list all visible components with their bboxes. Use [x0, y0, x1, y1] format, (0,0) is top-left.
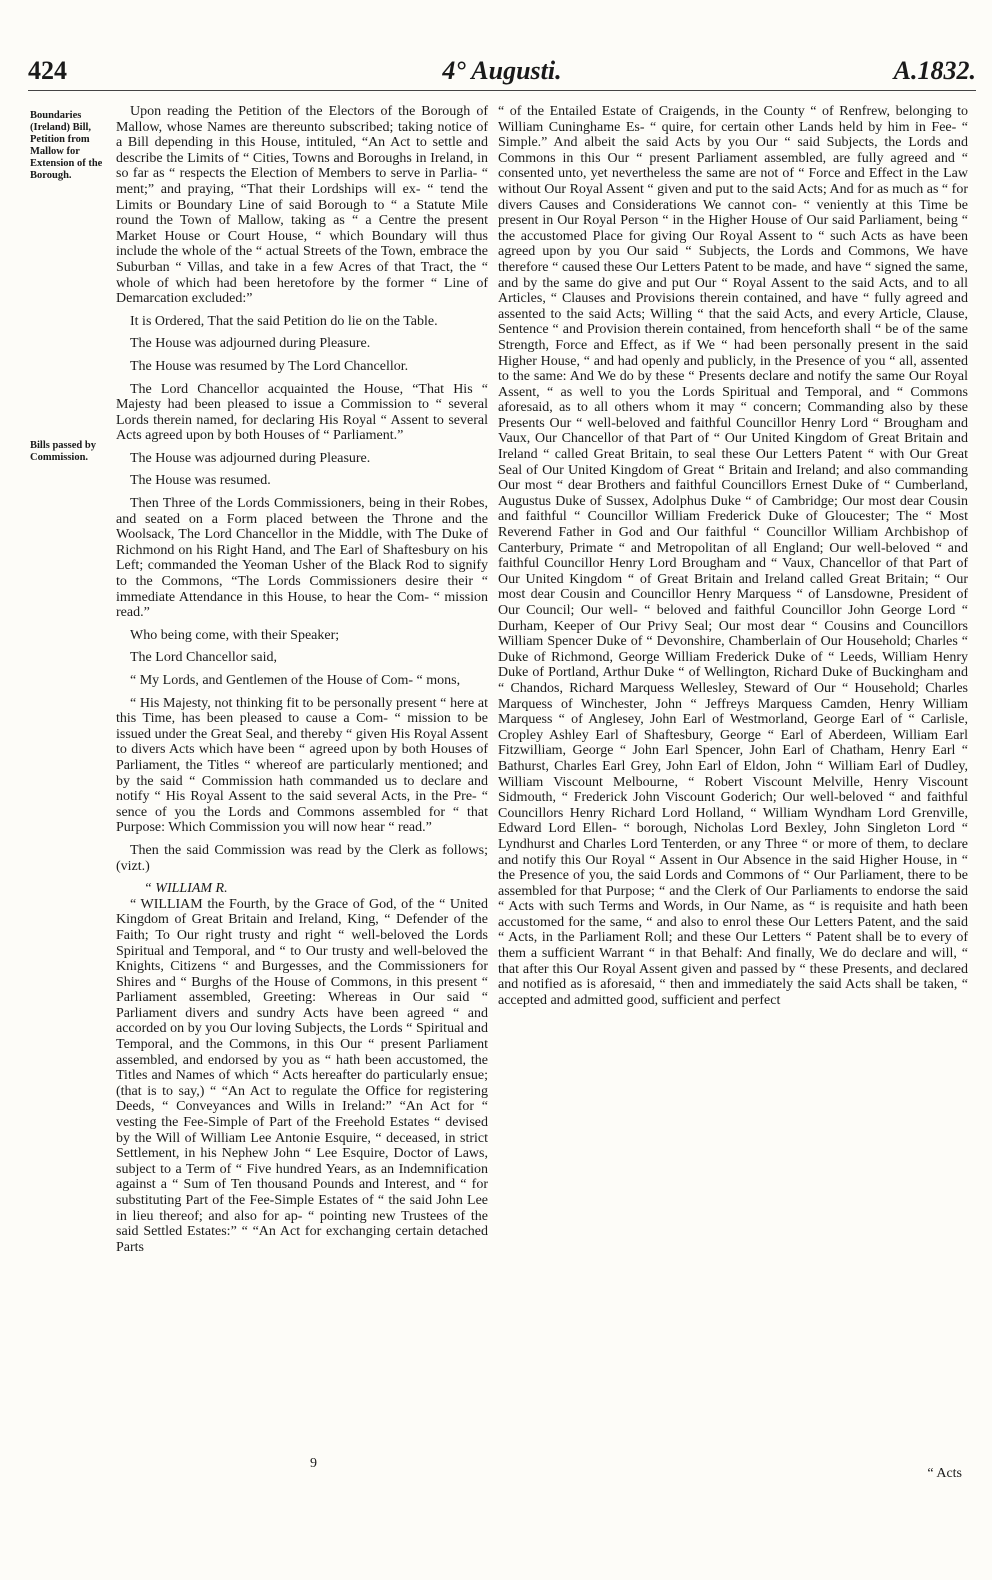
- margin-note-boundaries: Boundaries (Ireland) Bill, Petition from Mallow for Extension of the Borough.: [30, 110, 103, 181]
- margin-note-bills-passed: Bills passed by Commission.: [30, 440, 96, 463]
- page-number: 424: [28, 56, 67, 85]
- chancellor-said-paragraph: The Lord Chancellor said,: [130, 650, 277, 666]
- signature-mark: 9: [310, 1456, 317, 1471]
- commissioners-paragraph: Then Three of the Lords Commissioners, being in their Robes, and seated on a Form placed between the Throne and the Woolsack, The Lord Chancellor in the Middle, with The Duke of Richmond on his Right Hand, and The Earl of Shaftesbury on his Left; commanded the Yeoman Usher of the Black Rod to signify to the Commons, “The Lords Commissioners desire their “ immediate Attendance in this House, to hear the Com- “ mission read.”: [116, 496, 488, 621]
- chancellor-acquainted-paragraph: The Lord Chancellor acquainted the House, “That His “ Majesty had been pleased to issue a Commission to “ several Lords therein named, for declaring His Royal “ Assent to several Acts agreed upon by both Houses of “ Parliament.”: [116, 381, 488, 444]
- adjourned-paragraph: The House was adjourned during Pleasure.: [130, 336, 371, 352]
- majesty-paragraph: “ His Majesty, not thinking fit to be personally present “ here at this Time, has been pleased to cause a Com- “ mission to be issued under the Great Seal, and thereby “ given His Royal Assent to divers Acts which have been “ agreed upon by both Houses of Parliament, the Titles “ whereof are particularly mentioned; and by the said “ Commission hath commanded us to declare and notify “ His Royal Assent to the said several Acts, in the Pre- “ sence of you the Lords and Commons assembled for “ that Purpose: Which Commission you will now hear “ read.”: [116, 695, 488, 836]
- catchword: “ Acts: [927, 1466, 962, 1481]
- commission-read-paragraph: Then the said Commission was read by the Clerk as follows; (vizt.): [116, 842, 488, 874]
- ordered-paragraph: It is Ordered, That the said Petition do lie on the Table.: [130, 313, 438, 329]
- petition-paragraph: Upon reading the Petition of the Electors of the Borough of Mallow, whose Names are thereunto subscribed; taking notice of a Bill depending in this House, intituled, “An Act to settle and describe the Limits of “ Cities, Towns and Boroughs in Ireland, in so far as “ respects the Election of Members to serve in Parlia- “ ment;” and praying, “That their Lordships will ex- “ tend the Limits or Boundary Line of said Borough to “ a Statute Mile round the Town of Mallow, taking as “ a Centre the present Market House or Court House, “ which Boundary will thus include the whole of the “ actual Streets of the Town, embrace the Suburban “ Villas, and take in a few Acres of that Tract, the “ whole of which had been heretofore by the former “ Line of Demarcation excluded:”: [116, 104, 488, 307]
- page-year: A.1832.: [893, 56, 976, 85]
- page-date: 4° Augusti.: [442, 56, 562, 85]
- page-header: [28, 56, 976, 90]
- commission-text-paragraph: “ WILLIAM the Fourth, by the Grace of God, of the “ United Kingdom of Great Britain and Ireland, King, “ Defender of the Faith; To Our right trusty and right “ well-beloved the Lords Spiritual and Temporal, and “ to Our trusty and well-beloved the Knights, Citizens “ and Burgesses, and the Commissioners for Shires and “ Burghs of the House of Commons, in this present “ Parliament assembled, Greeting: Whereas in Our said “ Parliament divers and sundry Acts have been agreed “ and accorded on by you Our loving Subjects, the Lords “ Spiritual and Temporal, and the Commons, in this Our “ present Parliament assembled, and endorsed by you as “ hath been accustomed, the Titles and Names of which “ Acts hereafter do particularly ensue; (that is to say,) “ “An Act to regulate the Office for registering Deeds, “ Conveyances and Wills in Ireland:” “An Act for “ vesting the Fee-Simple of Part of the Freehold Estates “ devised by the Will of William Lee Antonie Esquire, “ deceased, in strict Settlement, in his Nephew John “ Lee Esquire, Doctor of Laws, subject to a Term of “ Five hundred Years, as an Indemnification against a “ Sum of Ten thousand Pounds and Interest, and “ for substituting Part of the Fee-Simple Estates of “ the said John Lee in lieu thereof; and also for ap- “ pointing new Trustees of the said Settled Estates:” “ “An Act for exchanging certain detached Parts: [116, 896, 488, 1255]
- speaker-paragraph: Who being come, with their Speaker;: [130, 627, 340, 643]
- commission-continuation-paragraph: “ of the Entailed Estate of Craigends, in the County “ of Renfrew, belonging to William Cuninghame Es- “ quire, for certain other Lands held by him in Fee- “ Simple.” And albeit the said Acts by you Our “ said Subjects, the Lords and Commons in this Our “ present Parliament assembled, are fully agreed and “ consented unto, yet nevertheless the same are not of “ Force and Effect in the Law without Our Royal Assent “ given and put to the said Acts; And for as much as “ for divers Causes and Considerations We cannot con- “ veniently at this Time be present in Our Royal Person “ in the Higher House of Our said Parliament, being “ the accustomed Place for giving Our Royal Assent to “ such Acts as have been agreed upon by you Our said “ Subjects, the Lords and Commons, We have therefore “ caused these Our Letters Patent to be made, and have “ signed the same, and by the same do give and put Our “ Royal Assent to the said Acts, and to all Articles, “ Clauses and Provisions therein contained, and have “ fully agreed and assented to the said Acts; Willing “ that the said Acts, and every Article, Clause, Sentence “ and Provision therein contained, from henceforth shall “ be of the same Strength, Force and Effect, as if We “ had been personally present in the said Higher House, “ and had openly and publicly, in the Presence of you “ all, assented to the same: And We do by these “ Presents declare and notify the same Our Royal Assent, “ as well to you the Lords Spiritual and Temporal, and “ Commons aforesaid, as to all others whom it may “ concern; Commanding also by these Presents Our “ well-beloved and faithful Councillor Henry Lord “ Brougham and Vaux, Our Chancellor of that Part of “ Our United Kingdom of Great Britain and Ireland “ called Great Britain, to seal these Our Letters Patent “ with Our Great Seal of Our United Kingdom of Great “ Britain and Ireland; and also commanding Our most “ dear Brothers and faithful Councillors Ernest Duke of “ Cumberland, Augustus Duke of Sussex, Adolphus Duke “ of Cambridge; Our most dear Cousin and faithful “ Councillor William Frederick Duke of Gloucester; The “ Most Reverend Father in God and Our faithful “ Councillor William Archbishop of Canterbury, Primate “ and Metropolitan of all England; Our well-beloved “ and faithful Councillor Henry Lord Brougham and “ Vaux, Chancellor of that Part of Our United Kingdom “ of Great Britain and Ireland called Great Britain; “ Our most dear Cousin and Councillor Henry Marquess “ of Lansdowne, President of Our Council; Our well- “ beloved and faithful Councillor John George Lord “ Durham, Keeper of Our Privy Seal; Our most dear “ Cousins and Councillors William Spencer Duke of “ Devonshire, Chamberlain of Our Household; Charles “ Duke of Richmond, George William Frederick Duke of “ Leeds, William Henry Duke of Portland, Arthur Duke “ of Wellington, Richard Duke of Buckingham and “ Chandos, Richard Marquess Wellesley, Steward of Our “ Household; Charles Marquess of Winchester, John “ Jeffreys Marquess Camden, Henry William Marquess “ of Anglesey, John Earl of Westmorland, George Earl of “ Carlisle, Cropley Ashley Earl of Shaftesbury, George “ Earl of Aberdeen, William Earl Fitzwilliam, George “ John Earl Spencer, John Earl of Chatham, Henry Earl “ Bathurst, Charles Earl Grey, John Earl of Eldon, John “ William Earl of Dudley, William Viscount Melbourne, “ Robert Viscount Melville, Henry Viscount Sidmouth, “ Frederick John Viscount Goderich; Our well-beloved “ and faithful Councillors Henry Richard Lord Holland, “ William Wyndham Lord Grenville, Edward Lord Ellen- “ borough, Nicholas Lord Bexley, John Singleton Lord “ Lyndhurst and Charles Lord Tenterden, or any Three “ or more of them, to declare and notify this Our Royal “ Assent in Our Absence in the said Higher House, in “ the Presence of you, the said Lords and Commons of “ Our Parliament, there to be assembled for that Purpose; “ and the Clerk of Our Parliaments to endorse the said “ Acts with such Terms and Words, in Our Name, as “ is requisite and hath been accustomed for the same, “ and also to enrol these Our Letters Patent, and the said “ Acts, in the Parliament Roll; and these Our Letters “ Patent shall be to every of them a sufficient Warrant “ in that Behalf: And finally, We do declare and will, “ that after this Our Royal Assent given and passed by “ these Presents, and declared and notified as is aforesaid, “ then and immediately the said Acts shall be taken, “ accepted and admitted good, sufficient and perfect: [498, 104, 968, 1008]
- resumed-paragraph: The House was resumed.: [130, 473, 271, 489]
- header-rule: [28, 90, 976, 91]
- left-column: [116, 104, 488, 1262]
- right-column: [498, 104, 968, 1015]
- resumed-chancellor-paragraph: The House was resumed by The Lord Chancellor.: [130, 358, 409, 374]
- royal-signature: “ WILLIAM R.: [144, 881, 228, 897]
- adjourned-paragraph-2: The House was adjourned during Pleasure.: [130, 450, 371, 466]
- address-paragraph: “ My Lords, and Gentlemen of the House of Com- “ mons,: [130, 673, 461, 688]
